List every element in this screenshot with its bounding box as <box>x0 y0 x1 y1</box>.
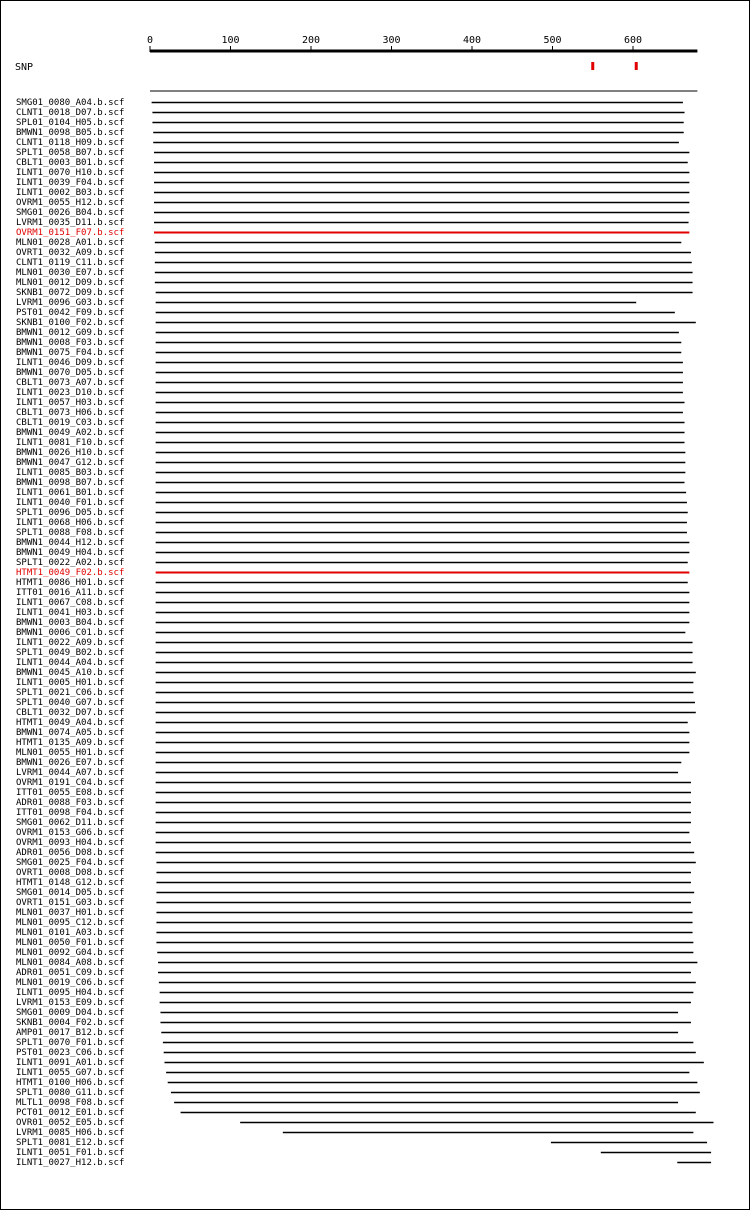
read-row <box>16 728 689 738</box>
read-name: SMG01_0009_D04.b.scf <box>16 1008 125 1018</box>
read-name: MLN01_0019_C06.b.scf <box>16 978 125 988</box>
read-name: ILNT1_0055_G07.b.scf <box>16 1068 125 1078</box>
snp-track-label: SNP <box>15 62 34 73</box>
scale-tick-label: 100 <box>221 35 240 46</box>
read-row <box>16 688 693 698</box>
read-name: BMWN1_0049_A02.b.scf <box>16 428 125 438</box>
read-row <box>16 1098 678 1108</box>
read-row <box>16 908 693 918</box>
read-name: BMWN1_0047_G12.b.scf <box>16 458 125 468</box>
read-name: ITT01_0098_F04.b.scf <box>16 808 125 818</box>
alignment-diagram <box>1 1 749 1209</box>
read-name: SPLT1_0096_D05.b.scf <box>16 508 125 518</box>
read-row <box>16 358 683 368</box>
snp-track <box>591 62 637 70</box>
read-row <box>16 308 675 318</box>
read-row <box>16 528 687 538</box>
read-row <box>16 798 691 808</box>
read-name: BMWN1_0075_F04.b.scf <box>16 348 125 358</box>
read-name: SMG01_0025_F04.b.scf <box>16 858 125 868</box>
read-list <box>16 98 714 1168</box>
read-row <box>16 1038 693 1048</box>
read-row <box>16 138 679 148</box>
read-row <box>16 1138 707 1148</box>
read-name: ILNT1_0081_F10.b.scf <box>16 438 125 448</box>
read-row <box>16 1008 678 1018</box>
read-row <box>16 258 692 268</box>
read-row <box>16 578 688 588</box>
read-name: SPLT1_0040_G07.b.scf <box>16 698 125 708</box>
read-name: LVRM1_0096_G03.b.scf <box>16 298 125 308</box>
read-row <box>16 268 693 278</box>
read-row <box>16 858 696 868</box>
read-row <box>16 548 689 558</box>
scale-tick-label: 400 <box>462 35 482 46</box>
read-row <box>16 298 636 308</box>
read-name: ILNT1_0051_F01.b.scf <box>16 1148 125 1158</box>
read-name: CBLT1_0019_C03.b.scf <box>16 418 125 428</box>
read-name: OVRM1_0151_F07.b.scf <box>16 228 125 238</box>
snp-marker <box>591 62 594 70</box>
read-row <box>16 228 689 238</box>
read-name: HTMT1_0135_A09.b.scf <box>16 738 125 748</box>
read-row <box>16 1108 696 1118</box>
read-row <box>16 678 693 688</box>
read-name: ILNT1_0044_A04.b.scf <box>16 658 125 668</box>
read-name: CBLT1_0073_H06.b.scf <box>16 408 125 418</box>
read-row <box>16 818 691 828</box>
read-row <box>16 438 685 448</box>
read-row <box>16 488 686 498</box>
read-name: SMG01_0026_B04.b.scf <box>16 208 125 218</box>
read-row <box>16 518 687 528</box>
read-row <box>16 588 689 598</box>
read-row <box>16 808 691 818</box>
read-name: MLN01_0037_H01.b.scf <box>16 908 125 918</box>
read-row <box>16 838 691 848</box>
read-name: PST01_0023_C06.b.scf <box>16 1048 125 1058</box>
read-row <box>16 978 696 988</box>
read-row <box>16 918 693 928</box>
read-name: OVRT1_0032_A09.b.scf <box>16 248 125 258</box>
read-row <box>16 348 681 358</box>
read-row <box>16 968 691 978</box>
read-name: ILNT1_0040_F01.b.scf <box>16 498 125 508</box>
read-row <box>16 448 685 458</box>
read-name: ILNT1_0085_B03.b.scf <box>16 468 125 478</box>
read-name: SMG01_0014_D05.b.scf <box>16 888 125 898</box>
read-row <box>16 928 693 938</box>
read-name: CBLT1_0003_B01.b.scf <box>16 158 125 168</box>
read-name: ADR01_0051_C09.b.scf <box>16 968 125 978</box>
read-name: MLN01_0101_A03.b.scf <box>16 928 125 938</box>
read-name: BMWN1_0045_A10.b.scf <box>16 668 125 678</box>
read-name: BMWN1_0006_C01.b.scf <box>16 628 125 638</box>
read-row <box>16 378 683 388</box>
read-name: OVRT1_0151_G03.b.scf <box>16 898 125 908</box>
read-row <box>16 758 681 768</box>
read-row <box>16 718 688 728</box>
read-name: BMWN1_0049_H04.b.scf <box>16 548 125 558</box>
read-name: MLN01_0084_A08.b.scf <box>16 958 125 968</box>
read-name: HTMT1_0148_G12.b.scf <box>16 878 125 888</box>
read-row <box>16 388 683 398</box>
read-name: SPLT1_0081_E12.b.scf <box>16 1138 125 1148</box>
read-row <box>16 648 693 658</box>
read-row <box>16 1118 714 1128</box>
read-row <box>16 1048 696 1058</box>
read-name: ILNT1_0070_H10.b.scf <box>16 168 125 178</box>
read-name: SKNB1_0100_F02.b.scf <box>16 318 125 328</box>
read-name: ADR01_0088_F03.b.scf <box>16 798 125 808</box>
read-name: ILNT1_0005_H01.b.scf <box>16 678 125 688</box>
read-row <box>16 1068 689 1078</box>
read-name: OVRM1_0153_G06.b.scf <box>16 828 125 838</box>
read-row <box>16 338 681 348</box>
read-name: MLN01_0092_G04.b.scf <box>16 948 125 958</box>
read-name: ILNT1_0095_H04.b.scf <box>16 988 125 998</box>
read-row <box>16 788 691 798</box>
read-row <box>16 698 695 708</box>
read-row <box>16 898 691 908</box>
read-row <box>16 208 689 218</box>
read-row <box>16 1088 700 1098</box>
read-name: MLN01_0030_E07.b.scf <box>16 268 125 278</box>
read-name: CBLT1_0032_D07.b.scf <box>16 708 125 718</box>
scale-tick-label: 300 <box>382 35 401 46</box>
read-name: ITT01_0016_A11.b.scf <box>16 588 125 598</box>
read-name: SPLT1_0049_B02.b.scf <box>16 648 125 658</box>
read-row <box>16 638 693 648</box>
read-row <box>16 468 685 478</box>
read-name: BMWN1_0044_H12.b.scf <box>16 538 125 548</box>
read-row <box>16 888 694 898</box>
read-name: LVRM1_0153_E09.b.scf <box>16 998 125 1008</box>
read-row <box>16 658 693 668</box>
read-row <box>16 538 689 548</box>
read-name: SPLT1_0088_F08.b.scf <box>16 528 125 538</box>
read-name: OVRM1_0055_H12.b.scf <box>16 198 125 208</box>
read-row <box>16 98 683 108</box>
read-name: OVRM1_0093_H04.b.scf <box>16 838 125 848</box>
read-row <box>16 878 691 888</box>
read-name: LVRM1_0044_A07.b.scf <box>16 768 125 778</box>
read-row <box>16 1078 697 1088</box>
read-row <box>16 708 696 718</box>
read-row <box>16 458 685 468</box>
read-name: PCT01_0012_E01.b.scf <box>16 1108 125 1118</box>
read-row <box>16 368 683 378</box>
read-row <box>16 218 689 228</box>
read-name: MLTL1_0098_F08.b.scf <box>16 1098 125 1108</box>
read-row <box>16 248 691 258</box>
read-row <box>16 238 681 248</box>
read-name: OVR01_0052_E05.b.scf <box>16 1118 125 1128</box>
read-row <box>16 958 697 968</box>
read-name: BMWN1_0098_B07.b.scf <box>16 478 125 488</box>
read-name: SMG01_0080_A04.b.scf <box>16 98 125 108</box>
read-row <box>16 318 696 328</box>
read-name: AMP01_0017_B12.b.scf <box>16 1028 125 1038</box>
read-row <box>16 1128 693 1138</box>
read-row <box>16 998 691 1008</box>
read-name: ILNT1_0091_A01.b.scf <box>16 1058 125 1068</box>
read-name: SPLT1_0070_F01.b.scf <box>16 1038 125 1048</box>
read-row <box>16 178 689 188</box>
read-name: MLN01_0095_C12.b.scf <box>16 918 125 928</box>
scale-axis <box>147 35 697 52</box>
read-name: BMWN1_0012_G09.b.scf <box>16 328 125 338</box>
read-name: SMG01_0062_D11.b.scf <box>16 818 125 828</box>
read-row <box>16 748 689 758</box>
read-row <box>16 1058 704 1068</box>
read-name: ILNT1_0068_H06.b.scf <box>16 518 125 528</box>
read-row <box>16 778 691 788</box>
read-row <box>16 618 689 628</box>
read-row <box>16 328 679 338</box>
read-row <box>16 768 678 778</box>
read-name: SKNB1_0004_F02.b.scf <box>16 1018 125 1028</box>
read-name: BMWN1_0026_H10.b.scf <box>16 448 125 458</box>
read-name: ILNT1_0023_D10.b.scf <box>16 388 125 398</box>
read-row <box>16 498 687 508</box>
read-row <box>16 988 693 998</box>
read-row <box>16 408 683 418</box>
read-name: BMWN1_0070_D05.b.scf <box>16 368 125 378</box>
read-row <box>16 108 685 118</box>
read-row <box>16 828 689 838</box>
scale-tick-label: 0 <box>146 35 154 46</box>
read-row <box>16 278 693 288</box>
read-name: ITT01_0055_E08.b.scf <box>16 788 125 798</box>
read-row <box>16 198 689 208</box>
read-name: ILNT1_0057_H03.b.scf <box>16 398 125 408</box>
read-row <box>16 1028 678 1038</box>
read-row <box>16 598 689 608</box>
read-name: ADR01_0056_D08.b.scf <box>16 848 125 858</box>
read-name: MLN01_0012_D09.b.scf <box>16 278 125 288</box>
read-row <box>16 558 688 568</box>
read-row <box>16 608 689 618</box>
read-name: ILNT1_0046_D09.b.scf <box>16 358 125 368</box>
read-row <box>16 418 685 428</box>
scale-tick-label: 500 <box>543 35 562 46</box>
read-name: CBLT1_0073_A07.b.scf <box>16 378 125 388</box>
read-row <box>16 948 693 958</box>
read-name: BMWN1_0074_A05.b.scf <box>16 728 125 738</box>
read-name: ILNT1_0067_C08.b.scf <box>16 598 125 608</box>
read-name: LVRM1_0035_D11.b.scf <box>16 218 125 228</box>
read-name: BMWN1_0026_E07.b.scf <box>16 758 125 768</box>
scale-tick-label: 600 <box>623 35 643 46</box>
read-name: SPLT1_0080_G11.b.scf <box>16 1088 125 1098</box>
read-name: HTMT1_0049_A04.b.scf <box>16 718 125 728</box>
read-name: ILNT1_0027_H12.b.scf <box>16 1158 125 1168</box>
read-name: CLNT1_0118_H09.b.scf <box>16 138 125 148</box>
read-row <box>16 738 689 748</box>
read-name: MLN01_0050_F01.b.scf <box>16 938 125 948</box>
read-name: CLNT1_0018_D07.b.scf <box>16 108 125 118</box>
read-row <box>16 508 688 518</box>
read-row <box>16 128 684 138</box>
read-name: BMWN1_0003_B04.b.scf <box>16 618 125 628</box>
read-row <box>16 668 696 678</box>
read-name: ILNT1_0039_F04.b.scf <box>16 178 125 188</box>
read-name: MLN01_0055_H01.b.scf <box>16 748 125 758</box>
read-row <box>16 938 693 948</box>
read-name: SKNB1_0072_D09.b.scf <box>16 288 125 298</box>
read-row <box>16 188 689 198</box>
read-name: SPLT1_0058_B07.b.scf <box>16 148 125 158</box>
read-name: HTMT1_0049_F02.b.scf <box>16 568 125 578</box>
read-row <box>16 1158 711 1168</box>
read-name: SPL01_0104_H05.b.scf <box>16 118 125 128</box>
read-name: BMWN1_0098_B05.b.scf <box>16 128 125 138</box>
read-name: PST01_0042_F09.b.scf <box>16 308 125 318</box>
snp-marker <box>635 62 638 70</box>
read-name: HTMT1_0100_H06.b.scf <box>16 1078 125 1088</box>
read-row <box>16 118 684 128</box>
read-row <box>16 848 694 858</box>
read-row <box>16 628 685 638</box>
read-row <box>16 428 685 438</box>
scale-tick-label: 200 <box>301 35 321 46</box>
read-name: SPLT1_0021_C06.b.scf <box>16 688 125 698</box>
read-name: ILNT1_0061_B01.b.scf <box>16 488 125 498</box>
read-row <box>16 398 685 408</box>
read-row <box>16 868 691 878</box>
read-row <box>16 288 693 298</box>
read-name: HTMT1_0086_H01.b.scf <box>16 578 125 588</box>
read-row <box>16 168 689 178</box>
read-name: CLNT1_0119_C11.b.scf <box>16 258 125 268</box>
read-name: LVRM1_0085_H06.b.scf <box>16 1128 125 1138</box>
read-name: OVRT1_0008_D08.b.scf <box>16 868 125 878</box>
read-row <box>16 148 689 158</box>
read-row <box>16 568 689 578</box>
read-name: ILNT1_0002_B03.b.scf <box>16 188 125 198</box>
read-row <box>16 1148 711 1158</box>
read-name: BMWN1_0008_F03.b.scf <box>16 338 125 348</box>
read-name: OVRM1_0191_C04.b.scf <box>16 778 125 788</box>
read-row <box>16 478 685 488</box>
read-name: SPLT1_0022_A02.b.scf <box>16 558 125 568</box>
read-row <box>16 1018 691 1028</box>
read-name: ILNT1_0022_A09.b.scf <box>16 638 125 648</box>
read-row <box>16 158 688 168</box>
read-name: MLN01_0028_A01.b.scf <box>16 238 125 248</box>
read-name: ILNT1_0041_H03.b.scf <box>16 608 125 618</box>
